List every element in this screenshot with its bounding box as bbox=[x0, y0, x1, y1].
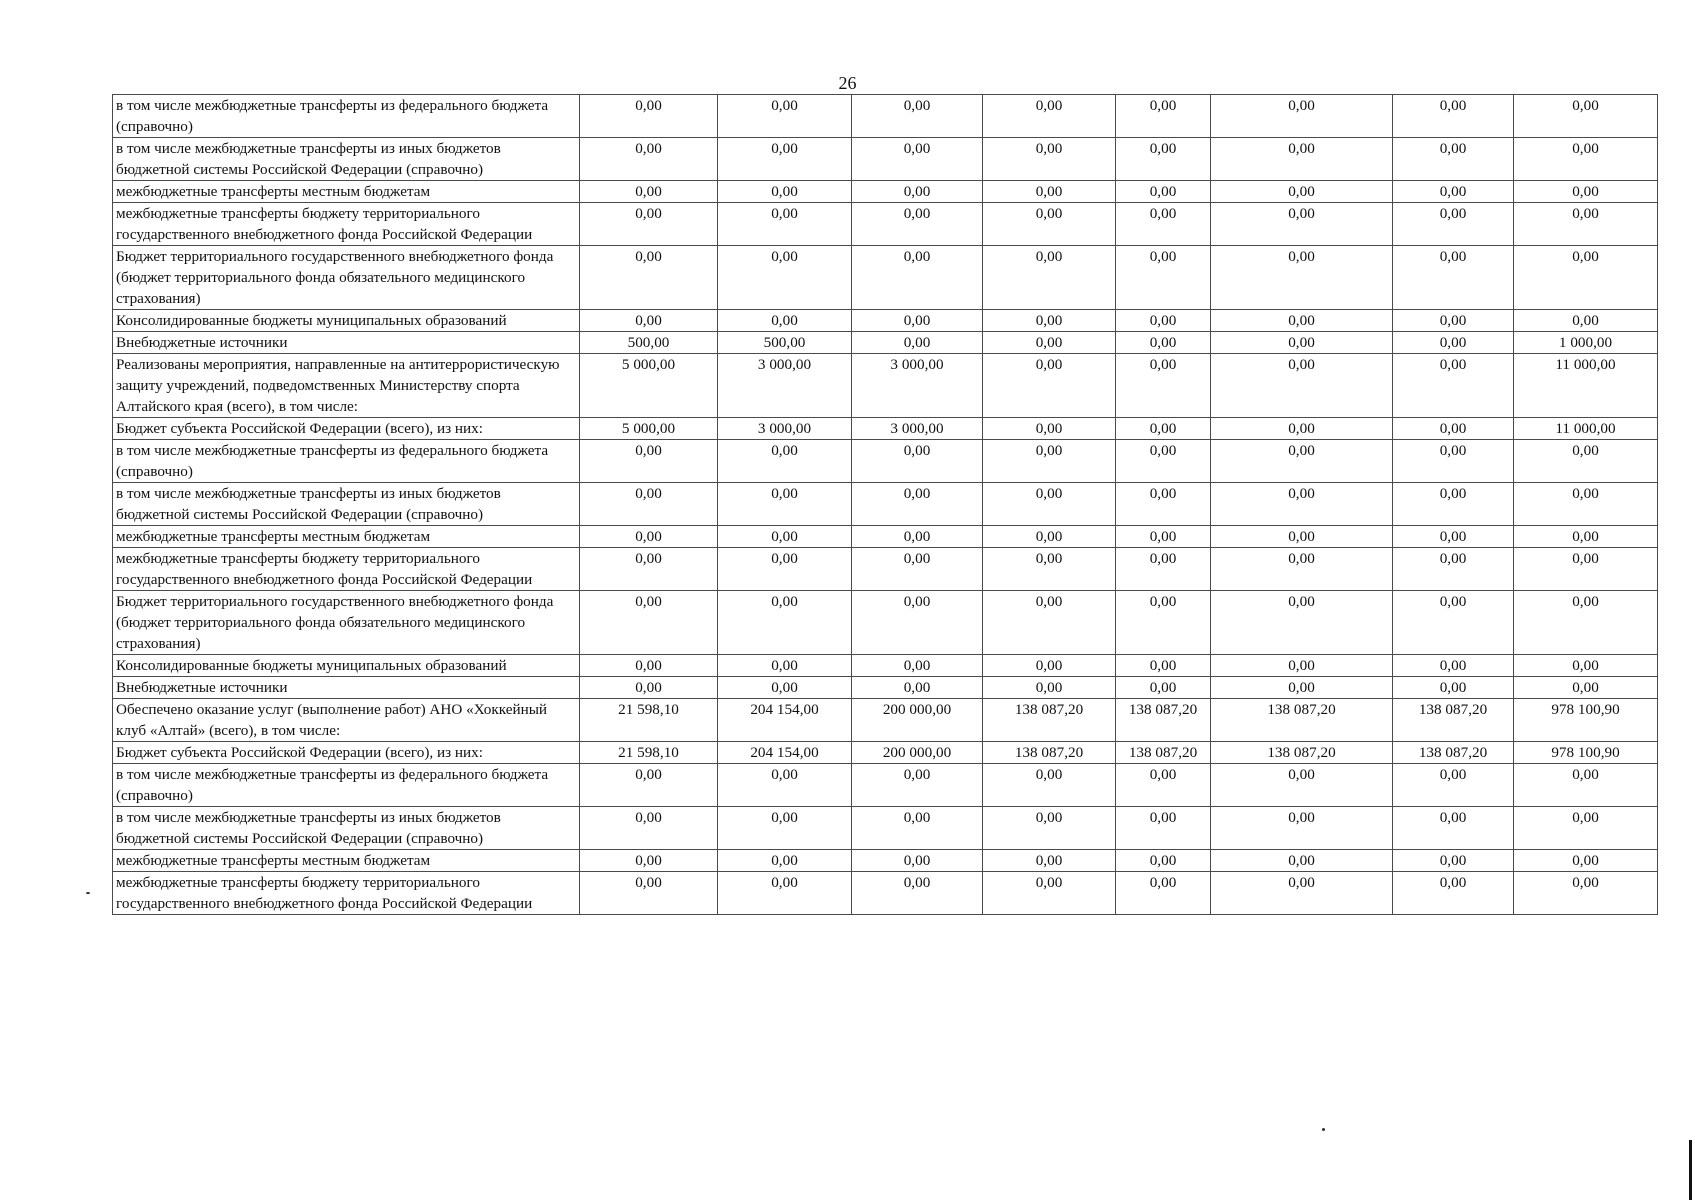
table-row bbox=[113, 526, 1658, 548]
table-row bbox=[113, 203, 1658, 246]
value-cell: 0,00 bbox=[1514, 95, 1658, 138]
value-cell: 0,00 bbox=[983, 332, 1116, 354]
value-cell: 0,00 bbox=[983, 203, 1116, 246]
value-cell: 21 598,10 bbox=[580, 699, 718, 742]
value-cell: 0,00 bbox=[580, 526, 718, 548]
value-cell: 0,00 bbox=[852, 526, 983, 548]
value-cell: 0,00 bbox=[1116, 807, 1211, 850]
table-row bbox=[113, 807, 1658, 850]
row-label: Внебюджетные источники bbox=[113, 332, 580, 354]
value-cell: 0,00 bbox=[1211, 591, 1393, 655]
value-cell: 0,00 bbox=[1116, 850, 1211, 872]
value-cell: 0,00 bbox=[1514, 138, 1658, 181]
value-cell: 3 000,00 bbox=[852, 354, 983, 418]
value-cell: 1 000,00 bbox=[1514, 332, 1658, 354]
value-cell: 138 087,20 bbox=[983, 699, 1116, 742]
value-cell: 0,00 bbox=[1211, 850, 1393, 872]
value-cell: 0,00 bbox=[852, 95, 983, 138]
value-cell: 0,00 bbox=[1514, 203, 1658, 246]
table-row bbox=[113, 655, 1658, 677]
value-cell: 0,00 bbox=[580, 310, 718, 332]
value-cell: 0,00 bbox=[1514, 181, 1658, 203]
table-row bbox=[113, 764, 1658, 807]
row-label: межбюджетные трансферты бюджету территориального государственного внебюджетного фонда Российской Федерации bbox=[113, 203, 580, 246]
value-cell: 0,00 bbox=[1211, 440, 1393, 483]
value-cell: 200 000,00 bbox=[852, 742, 983, 764]
value-cell: 0,00 bbox=[983, 591, 1116, 655]
row-label: Внебюджетные источники bbox=[113, 677, 580, 699]
row-label: Бюджет территориального государственного внебюджетного фонда (бюджет территориального фонда обязательного медицинского страхования) bbox=[113, 591, 580, 655]
value-cell: 0,00 bbox=[1116, 354, 1211, 418]
value-cell: 0,00 bbox=[852, 872, 983, 915]
value-cell: 978 100,90 bbox=[1514, 742, 1658, 764]
value-cell: 0,00 bbox=[1211, 310, 1393, 332]
value-cell: 0,00 bbox=[983, 807, 1116, 850]
row-label: межбюджетные трансферты бюджету территориального государственного внебюджетного фонда Российской Федерации bbox=[113, 872, 580, 915]
value-cell: 500,00 bbox=[718, 332, 852, 354]
value-cell: 138 087,20 bbox=[1211, 742, 1393, 764]
row-label: Консолидированные бюджеты муниципальных образований bbox=[113, 310, 580, 332]
value-cell: 0,00 bbox=[852, 138, 983, 181]
value-cell: 0,00 bbox=[983, 526, 1116, 548]
table-row bbox=[113, 440, 1658, 483]
value-cell: 978 100,90 bbox=[1514, 699, 1658, 742]
value-cell: 0,00 bbox=[1514, 526, 1658, 548]
value-cell: 0,00 bbox=[1211, 872, 1393, 915]
value-cell: 0,00 bbox=[852, 677, 983, 699]
table-row bbox=[113, 354, 1658, 418]
table-row bbox=[113, 181, 1658, 203]
table-row bbox=[113, 742, 1658, 764]
value-cell: 0,00 bbox=[1393, 332, 1514, 354]
value-cell: 0,00 bbox=[1116, 526, 1211, 548]
value-cell: 0,00 bbox=[1514, 677, 1658, 699]
value-cell: 0,00 bbox=[1116, 95, 1211, 138]
value-cell: 0,00 bbox=[580, 548, 718, 591]
value-cell: 0,00 bbox=[1116, 203, 1211, 246]
value-cell: 0,00 bbox=[1393, 181, 1514, 203]
table-row bbox=[113, 310, 1658, 332]
value-cell: 0,00 bbox=[852, 655, 983, 677]
value-cell: 0,00 bbox=[983, 677, 1116, 699]
value-cell: 0,00 bbox=[1514, 310, 1658, 332]
value-cell: 3 000,00 bbox=[852, 418, 983, 440]
value-cell: 0,00 bbox=[718, 764, 852, 807]
value-cell: 0,00 bbox=[983, 354, 1116, 418]
value-cell: 0,00 bbox=[1393, 807, 1514, 850]
value-cell: 0,00 bbox=[852, 246, 983, 310]
value-cell: 0,00 bbox=[1393, 850, 1514, 872]
value-cell: 0,00 bbox=[852, 310, 983, 332]
value-cell: 0,00 bbox=[983, 181, 1116, 203]
value-cell: 200 000,00 bbox=[852, 699, 983, 742]
value-cell: 138 087,20 bbox=[1116, 699, 1211, 742]
table-row bbox=[113, 138, 1658, 181]
value-cell: 0,00 bbox=[718, 310, 852, 332]
value-cell: 0,00 bbox=[983, 764, 1116, 807]
value-cell: 0,00 bbox=[1393, 246, 1514, 310]
value-cell: 0,00 bbox=[718, 181, 852, 203]
scan-speck bbox=[1322, 1128, 1325, 1131]
value-cell: 0,00 bbox=[983, 548, 1116, 591]
value-cell: 0,00 bbox=[1211, 203, 1393, 246]
value-cell: 0,00 bbox=[718, 850, 852, 872]
value-cell: 0,00 bbox=[718, 138, 852, 181]
value-cell: 0,00 bbox=[718, 440, 852, 483]
scan-speck bbox=[86, 892, 90, 894]
value-cell: 0,00 bbox=[1116, 440, 1211, 483]
table-row bbox=[113, 332, 1658, 354]
value-cell: 0,00 bbox=[1211, 246, 1393, 310]
value-cell: 0,00 bbox=[580, 850, 718, 872]
value-cell: 0,00 bbox=[1393, 138, 1514, 181]
table-row bbox=[113, 95, 1658, 138]
value-cell: 0,00 bbox=[1393, 483, 1514, 526]
value-cell: 0,00 bbox=[1514, 850, 1658, 872]
page-number: 26 bbox=[838, 73, 857, 93]
value-cell: 11 000,00 bbox=[1514, 354, 1658, 418]
value-cell: 0,00 bbox=[718, 526, 852, 548]
value-cell: 11 000,00 bbox=[1514, 418, 1658, 440]
table-row bbox=[113, 699, 1658, 742]
table-row bbox=[113, 850, 1658, 872]
value-cell: 0,00 bbox=[718, 872, 852, 915]
value-cell: 0,00 bbox=[1393, 591, 1514, 655]
value-cell: 0,00 bbox=[1393, 354, 1514, 418]
value-cell: 5 000,00 bbox=[580, 354, 718, 418]
value-cell: 0,00 bbox=[580, 807, 718, 850]
value-cell: 0,00 bbox=[983, 246, 1116, 310]
table-row bbox=[113, 872, 1658, 915]
value-cell: 0,00 bbox=[580, 655, 718, 677]
value-cell: 0,00 bbox=[983, 440, 1116, 483]
value-cell: 0,00 bbox=[1116, 677, 1211, 699]
value-cell: 0,00 bbox=[718, 655, 852, 677]
value-cell: 0,00 bbox=[1116, 181, 1211, 203]
value-cell: 0,00 bbox=[1393, 764, 1514, 807]
value-cell: 0,00 bbox=[1211, 483, 1393, 526]
row-label: в том числе межбюджетные трансферты из иных бюджетов бюджетной системы Российской Федерации (справочно) bbox=[113, 807, 580, 850]
value-cell: 0,00 bbox=[1211, 95, 1393, 138]
value-cell: 0,00 bbox=[852, 181, 983, 203]
value-cell: 0,00 bbox=[1393, 418, 1514, 440]
value-cell: 0,00 bbox=[1211, 526, 1393, 548]
value-cell: 0,00 bbox=[718, 483, 852, 526]
row-label: межбюджетные трансферты местным бюджетам bbox=[113, 850, 580, 872]
value-cell: 0,00 bbox=[983, 418, 1116, 440]
value-cell: 0,00 bbox=[1116, 483, 1211, 526]
value-cell: 0,00 bbox=[1211, 181, 1393, 203]
value-cell: 138 087,20 bbox=[983, 742, 1116, 764]
row-label: в том числе межбюджетные трансферты из иных бюджетов бюджетной системы Российской Федерации (справочно) bbox=[113, 483, 580, 526]
value-cell: 0,00 bbox=[852, 807, 983, 850]
value-cell: 0,00 bbox=[852, 850, 983, 872]
value-cell: 0,00 bbox=[1116, 548, 1211, 591]
value-cell: 0,00 bbox=[1116, 418, 1211, 440]
value-cell: 0,00 bbox=[1116, 138, 1211, 181]
value-cell: 0,00 bbox=[1514, 764, 1658, 807]
value-cell: 0,00 bbox=[580, 764, 718, 807]
value-cell: 138 087,20 bbox=[1393, 742, 1514, 764]
scan-edge-mark bbox=[1689, 1140, 1692, 1200]
row-label: в том числе межбюджетные трансферты из федерального бюджета (справочно) bbox=[113, 95, 580, 138]
value-cell: 0,00 bbox=[580, 440, 718, 483]
funding-table bbox=[112, 94, 1658, 915]
value-cell: 0,00 bbox=[1211, 764, 1393, 807]
value-cell: 0,00 bbox=[1211, 354, 1393, 418]
value-cell: 204 154,00 bbox=[718, 699, 852, 742]
value-cell: 0,00 bbox=[852, 332, 983, 354]
value-cell: 0,00 bbox=[1211, 677, 1393, 699]
value-cell: 0,00 bbox=[1393, 310, 1514, 332]
value-cell: 0,00 bbox=[1393, 677, 1514, 699]
value-cell: 0,00 bbox=[852, 483, 983, 526]
value-cell: 0,00 bbox=[718, 203, 852, 246]
value-cell: 0,00 bbox=[852, 764, 983, 807]
value-cell: 0,00 bbox=[580, 95, 718, 138]
value-cell: 3 000,00 bbox=[718, 418, 852, 440]
value-cell: 0,00 bbox=[1116, 591, 1211, 655]
row-label: в том числе межбюджетные трансферты из федерального бюджета (справочно) bbox=[113, 764, 580, 807]
value-cell: 0,00 bbox=[1514, 872, 1658, 915]
value-cell: 0,00 bbox=[983, 138, 1116, 181]
value-cell: 0,00 bbox=[1393, 526, 1514, 548]
row-label: в том числе межбюджетные трансферты из иных бюджетов бюджетной системы Российской Федерации (справочно) bbox=[113, 138, 580, 181]
value-cell: 5 000,00 bbox=[580, 418, 718, 440]
value-cell: 0,00 bbox=[1514, 246, 1658, 310]
value-cell: 0,00 bbox=[580, 483, 718, 526]
value-cell: 0,00 bbox=[983, 483, 1116, 526]
row-label: межбюджетные трансферты местным бюджетам bbox=[113, 526, 580, 548]
value-cell: 0,00 bbox=[580, 591, 718, 655]
value-cell: 0,00 bbox=[718, 548, 852, 591]
value-cell: 138 087,20 bbox=[1211, 699, 1393, 742]
value-cell: 0,00 bbox=[1211, 548, 1393, 591]
value-cell: 0,00 bbox=[1393, 655, 1514, 677]
value-cell: 0,00 bbox=[1211, 332, 1393, 354]
table-body bbox=[113, 95, 1658, 915]
table-row bbox=[113, 591, 1658, 655]
value-cell: 0,00 bbox=[580, 203, 718, 246]
value-cell: 500,00 bbox=[580, 332, 718, 354]
table-row bbox=[113, 677, 1658, 699]
value-cell: 0,00 bbox=[580, 181, 718, 203]
value-cell: 0,00 bbox=[983, 872, 1116, 915]
value-cell: 0,00 bbox=[1116, 764, 1211, 807]
value-cell: 0,00 bbox=[718, 591, 852, 655]
row-label: Бюджет территориального государственного внебюджетного фонда (бюджет территориального фонда обязательного медицинского страхования) bbox=[113, 246, 580, 310]
value-cell: 0,00 bbox=[1116, 246, 1211, 310]
row-label: Обеспечено оказание услуг (выполнение работ) АНО «Хоккейный клуб «Алтай» (всего), в том числе: bbox=[113, 699, 580, 742]
value-cell: 0,00 bbox=[983, 310, 1116, 332]
value-cell: 0,00 bbox=[1514, 548, 1658, 591]
value-cell: 0,00 bbox=[983, 655, 1116, 677]
row-label: Бюджет субъекта Российской Федерации (всего), из них: bbox=[113, 742, 580, 764]
value-cell: 0,00 bbox=[718, 246, 852, 310]
value-cell: 0,00 bbox=[1514, 591, 1658, 655]
value-cell: 0,00 bbox=[1393, 872, 1514, 915]
value-cell: 0,00 bbox=[1211, 418, 1393, 440]
value-cell: 0,00 bbox=[718, 95, 852, 138]
value-cell: 0,00 bbox=[1514, 807, 1658, 850]
value-cell: 0,00 bbox=[1116, 332, 1211, 354]
value-cell: 0,00 bbox=[1211, 655, 1393, 677]
row-label: межбюджетные трансферты местным бюджетам bbox=[113, 181, 580, 203]
value-cell: 0,00 bbox=[1514, 483, 1658, 526]
value-cell: 0,00 bbox=[718, 677, 852, 699]
table-row bbox=[113, 246, 1658, 310]
row-label: межбюджетные трансферты бюджету территориального государственного внебюджетного фонда Российской Федерации bbox=[113, 548, 580, 591]
value-cell: 0,00 bbox=[1211, 807, 1393, 850]
value-cell: 0,00 bbox=[1514, 440, 1658, 483]
row-label: Реализованы мероприятия, направленные на антитеррористическую защиту учреждений, подведомственных Министерству спорта Алтайского края (всего), в том числе: bbox=[113, 354, 580, 418]
table-row bbox=[113, 548, 1658, 591]
value-cell: 0,00 bbox=[718, 807, 852, 850]
value-cell: 0,00 bbox=[1116, 655, 1211, 677]
table-row bbox=[113, 483, 1658, 526]
value-cell: 0,00 bbox=[983, 850, 1116, 872]
table-row bbox=[113, 418, 1658, 440]
value-cell: 0,00 bbox=[1393, 440, 1514, 483]
value-cell: 3 000,00 bbox=[718, 354, 852, 418]
value-cell: 0,00 bbox=[852, 591, 983, 655]
value-cell: 0,00 bbox=[1393, 95, 1514, 138]
value-cell: 138 087,20 bbox=[1393, 699, 1514, 742]
value-cell: 138 087,20 bbox=[1116, 742, 1211, 764]
value-cell: 0,00 bbox=[1393, 548, 1514, 591]
value-cell: 0,00 bbox=[580, 138, 718, 181]
value-cell: 0,00 bbox=[852, 203, 983, 246]
value-cell: 0,00 bbox=[580, 872, 718, 915]
value-cell: 0,00 bbox=[1393, 203, 1514, 246]
value-cell: 0,00 bbox=[852, 440, 983, 483]
value-cell: 0,00 bbox=[580, 677, 718, 699]
value-cell: 0,00 bbox=[1116, 872, 1211, 915]
row-label: Консолидированные бюджеты муниципальных образований bbox=[113, 655, 580, 677]
value-cell: 0,00 bbox=[983, 95, 1116, 138]
row-label: в том числе межбюджетные трансферты из федерального бюджета (справочно) bbox=[113, 440, 580, 483]
value-cell: 0,00 bbox=[580, 246, 718, 310]
value-cell: 0,00 bbox=[1514, 655, 1658, 677]
value-cell: 204 154,00 bbox=[718, 742, 852, 764]
value-cell: 0,00 bbox=[1211, 138, 1393, 181]
value-cell: 0,00 bbox=[1116, 310, 1211, 332]
row-label: Бюджет субъекта Российской Федерации (всего), из них: bbox=[113, 418, 580, 440]
value-cell: 0,00 bbox=[852, 548, 983, 591]
value-cell: 21 598,10 bbox=[580, 742, 718, 764]
